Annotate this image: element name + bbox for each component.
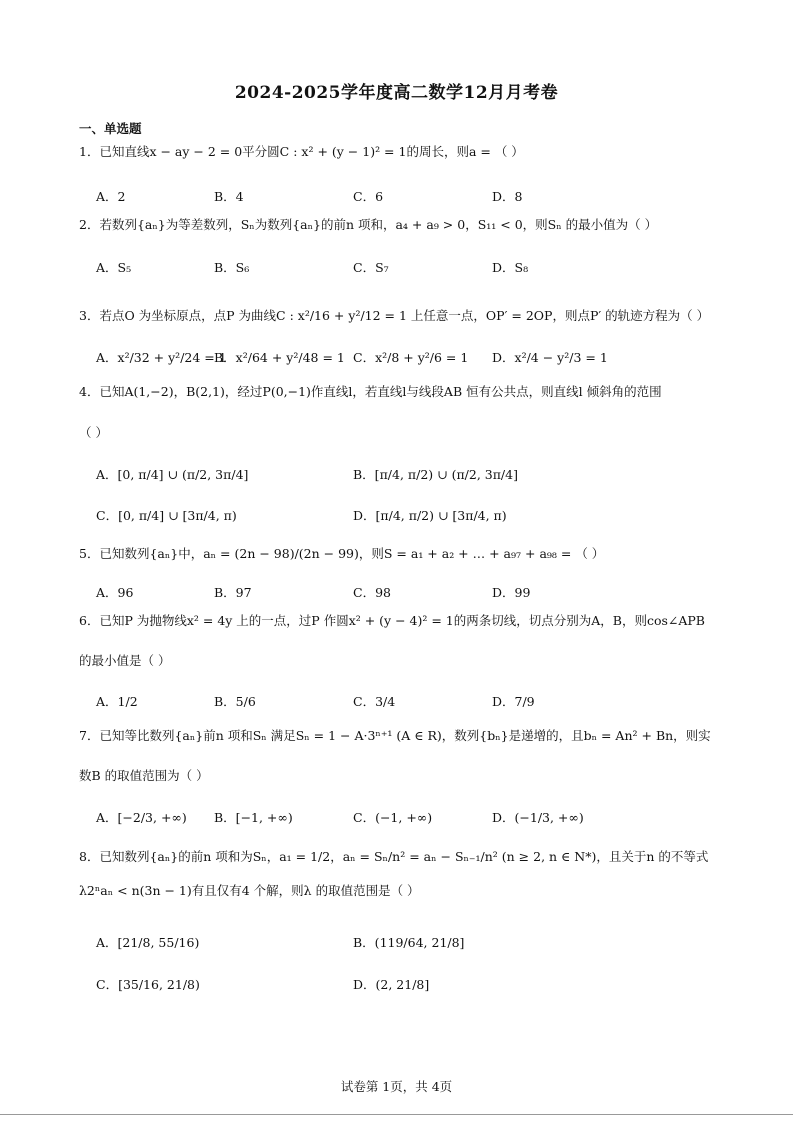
option-d: D．x²/4 − y²/3 = 1 — [492, 350, 608, 365]
option-a: A．S₅ — [96, 260, 132, 275]
question-6-options — [96, 692, 736, 712]
page-title: 2024-2025学年度高二数学12月月考卷 — [234, 83, 559, 103]
option-c: C．x²/8 + y²/6 = 1 — [353, 350, 469, 365]
option-a: A．2 — [96, 189, 126, 204]
question-8-options-row2 — [96, 975, 736, 995]
question-4-stem: 4．已知A(1,−2)，B(2,1)，经过P(0,−1)作直线l，若直线l与线段AB 恒有公共点，则直线l 倾斜角的范围 — [79, 384, 662, 399]
question-4-options-row1 — [96, 465, 736, 485]
option-d: D．(−1/3, +∞) — [492, 810, 584, 825]
option-b: B．x²/64 + y²/48 = 1 — [214, 350, 345, 365]
option-b: B．[−1, +∞) — [214, 810, 293, 825]
option-a: A．x²/32 + y²/24 = 1 — [96, 350, 227, 365]
option-d: D．S₈ — [492, 260, 529, 275]
option-d: D．(2, 21/8] — [353, 977, 430, 992]
option-a: A．[0, π/4] ∪ (π/2, 3π/4] — [96, 467, 249, 482]
question-3-options — [96, 348, 736, 368]
option-b: B．(119/64, 21/8] — [353, 935, 465, 950]
option-c: C．(−1, +∞) — [353, 810, 433, 825]
option-b: B．97 — [214, 585, 252, 600]
option-d: D．7/9 — [492, 694, 535, 709]
question-6-stem-line2: 的最小值是（ ） — [79, 653, 171, 668]
option-b: B．5/6 — [214, 694, 256, 709]
option-c: C．[0, π/4] ∪ [3π/4, π) — [96, 508, 237, 523]
question-6-stem: 6．已知P 为抛物线x² = 4y 上的一点，过P 作圆x² + (y − 4)² = 1的两条切线，切点分别为A，B，则cos∠APB — [79, 613, 705, 628]
question-4-stem-line2: （ ） — [79, 425, 108, 440]
option-c: C．S₇ — [353, 260, 389, 275]
question-4-options-row2 — [96, 506, 736, 526]
option-a: A．96 — [96, 585, 134, 600]
question-7-stem: 7．已知等比数列{aₙ}前n 项和Sₙ 满足Sₙ = 1 − A·3ⁿ⁺¹ (A ∈ R)，数列{bₙ}是递增的，且bₙ = An² + Bn，则实 — [79, 728, 711, 743]
question-3-stem: 3．若点O 为坐标原点，点P 为曲线C : x²/16 + y²/12 = 1 上任意一点，OP′ = 2OP，则点P′ 的轨迹方程为（ ） — [79, 308, 710, 323]
question-7-options — [96, 808, 736, 828]
option-c: C．[35/16, 21/8) — [96, 977, 200, 992]
question-1-stem: 1．已知直线x − ay − 2 = 0平分圆C : x² + (y − 1)² = 1的周长，则a = （ ） — [79, 144, 524, 159]
question-8-stem-line2: λ2ⁿaₙ < n(3n − 1)有且仅有4 个解，则λ 的取值范围是（ ） — [79, 883, 420, 898]
option-c: C．6 — [353, 189, 384, 204]
option-a: A．1/2 — [96, 694, 138, 709]
question-2-options — [96, 258, 736, 278]
option-b: B．[π/4, π/2) ∪ (π/2, 3π/4] — [353, 467, 518, 482]
option-d: D．[π/4, π/2) ∪ [3π/4, π) — [353, 508, 507, 523]
question-7-stem-line2: 数B 的取值范围为（ ） — [79, 768, 209, 783]
option-b: B．4 — [214, 189, 244, 204]
option-d: D．8 — [492, 189, 523, 204]
section-heading: 一、单选题 — [79, 121, 142, 136]
question-5-options — [96, 583, 736, 603]
option-d: D．99 — [492, 585, 531, 600]
question-8-options-row1 — [96, 933, 736, 953]
bottom-divider — [0, 1114, 793, 1115]
option-a: A．[−2/3, +∞) — [96, 810, 187, 825]
option-b: B．S₆ — [214, 260, 250, 275]
question-1-options — [96, 187, 736, 207]
question-8-stem: 8．已知数列{aₙ}的前n 项和为Sₙ，a₁ = 1/2，aₙ = Sₙ/n² = aₙ − Sₙ₋₁/n² (n ≥ 2, n ∈ N*)，且关于n 的不等式 — [79, 849, 709, 864]
option-c: C．98 — [353, 585, 391, 600]
option-c: C．3/4 — [353, 694, 396, 709]
page-footer: 试卷第 1页，共 4页 — [340, 1079, 453, 1094]
option-a: A．[21/8, 55/16) — [96, 935, 200, 950]
question-2-stem: 2．若数列{aₙ}为等差数列，Sₙ为数列{aₙ}的前n 项和，a₄ + a₉ > 0，S₁₁ < 0，则Sₙ 的最小值为（ ） — [79, 217, 658, 232]
question-5-stem: 5．已知数列{aₙ}中，aₙ = (2n − 98)/(2n − 99)，则S = a₁ + a₂ + … + a₉₇ + a₉₈ = （ ） — [79, 546, 605, 561]
